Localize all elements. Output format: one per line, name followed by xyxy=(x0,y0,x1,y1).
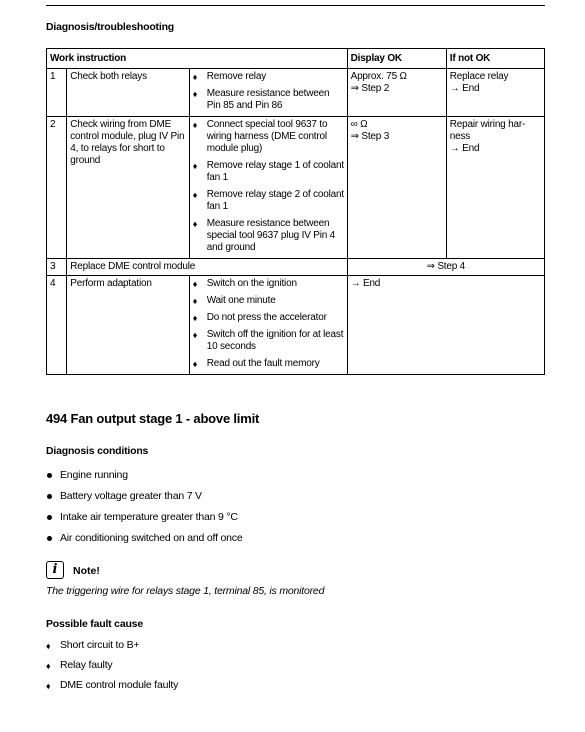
list-item: ♦ Read out the fault memory xyxy=(192,358,320,369)
step-list xyxy=(190,71,345,112)
display-ok-cell: Approx. 75 Ω ⇒ Step 2 xyxy=(347,69,446,117)
instruction-text: Check wiring from DME control module, plug IV Pin 4, to relays for short to ground xyxy=(67,117,189,259)
table-row xyxy=(47,69,545,117)
display-ok-cell: ∞ Ω ⇒ Step 3 xyxy=(347,117,446,259)
bullet-dot-icon xyxy=(47,473,52,478)
list-item: ♦ Wait one minute xyxy=(192,295,276,306)
list-item: ♦ Remove relay xyxy=(192,71,266,82)
header-work-instruction: Work instruction xyxy=(47,49,348,69)
step-list-cell xyxy=(189,117,347,259)
instruction-text: Replace DME control module xyxy=(67,259,347,276)
list-item: ♦ Switch on the ignition xyxy=(192,278,297,289)
step-list-cell xyxy=(189,69,347,117)
header-if-not-ok: If not OK xyxy=(446,49,544,69)
step-list xyxy=(190,119,345,254)
table-row xyxy=(47,276,545,375)
work-instruction-table xyxy=(46,48,545,375)
display-ok-cell: → End xyxy=(347,276,544,375)
note-text: The triggering wire for relays stage 1, terminal 85, is monitored xyxy=(46,585,325,597)
diamond-bullet-icon: ♦ xyxy=(192,279,198,289)
step-number: 1 xyxy=(47,69,67,117)
list-item: ♦ Remove relay stage 2 of coolant fan 1 xyxy=(192,189,344,212)
step-number: 4 xyxy=(47,276,67,375)
possible-fault-cause-heading: Possible fault cause xyxy=(46,618,143,630)
diamond-bullet-icon: ♦ xyxy=(192,89,198,99)
bullet-dot-icon xyxy=(47,515,52,520)
diamond-bullet-icon: ♦ xyxy=(192,296,198,306)
list-item: ♦ Short circuit to B+ xyxy=(46,639,140,651)
diagnosis-conditions-list xyxy=(46,469,242,553)
step-number: 2 xyxy=(47,117,67,259)
diamond-bullet-icon: ♦ xyxy=(192,120,198,130)
header-display-ok: Display OK xyxy=(347,49,446,69)
diamond-bullet-icon: ♦ xyxy=(192,313,198,323)
diamond-bullet-icon: ♦ xyxy=(192,330,198,340)
list-item: ♦ Remove relay stage 1 of coolant fan 1 xyxy=(192,160,344,183)
fault-title: 494 Fan output stage 1 - above limit xyxy=(46,411,260,426)
step-number: 3 xyxy=(47,259,67,276)
list-item: ♦ Relay faulty xyxy=(46,659,113,671)
diamond-bullet-icon: ♦ xyxy=(192,219,198,229)
instruction-text: Perform adaptation xyxy=(67,276,189,375)
diagnosis-conditions-heading: Diagnosis conditions xyxy=(46,445,149,457)
if-not-ok-cell: Repair wiring har-ness → End xyxy=(446,117,544,259)
bullet-dot-icon xyxy=(47,494,52,499)
note-label: Note! xyxy=(73,565,100,577)
info-icon: i xyxy=(46,561,64,579)
list-item: ♦ Measure resistance between special tool 9637 plug IV Pin 4 and ground xyxy=(192,218,336,253)
diamond-bullet-icon: ♦ xyxy=(46,681,51,691)
list-item: ♦ Switch off the ignition for at least 10 seconds xyxy=(192,329,344,352)
table-header-row xyxy=(47,49,545,69)
diamond-bullet-icon: ♦ xyxy=(192,190,198,200)
table-row xyxy=(47,117,545,259)
instruction-text: Check both relays xyxy=(67,69,189,117)
diamond-bullet-icon: ♦ xyxy=(192,161,198,171)
if-not-ok-cell: Replace relay → End xyxy=(446,69,544,117)
diamond-bullet-icon: ♦ xyxy=(192,72,198,82)
diamond-bullet-icon: ♦ xyxy=(192,359,198,369)
bullet-dot-icon xyxy=(47,536,52,541)
list-item: Engine running xyxy=(46,469,242,490)
section-title: Diagnosis/troubleshooting xyxy=(46,21,174,33)
list-item: ♦ Measure resistance between Pin 85 and Pin 86 xyxy=(192,88,330,111)
list-item: ♦ Connect special tool 9637 to wiring harness (DME control module plug) xyxy=(192,119,328,154)
diamond-bullet-icon: ♦ xyxy=(46,661,51,671)
step-list xyxy=(190,278,345,370)
list-item: ♦ DME control module faulty xyxy=(46,679,179,691)
top-rule xyxy=(46,5,545,6)
table-row xyxy=(47,259,545,276)
merged-result-cell: ⇒ Step 4 xyxy=(347,259,544,276)
diamond-bullet-icon: ♦ xyxy=(46,641,51,651)
possible-fault-cause-list xyxy=(46,639,178,699)
list-item: ♦ Do not press the accelerator xyxy=(192,312,327,323)
step-list-cell xyxy=(189,276,347,375)
list-item: Intake air temperature greater than 9 °C xyxy=(46,511,242,532)
list-item: Air conditioning switched on and off once xyxy=(46,532,242,553)
list-item: Battery voltage greater than 7 V xyxy=(46,490,242,511)
